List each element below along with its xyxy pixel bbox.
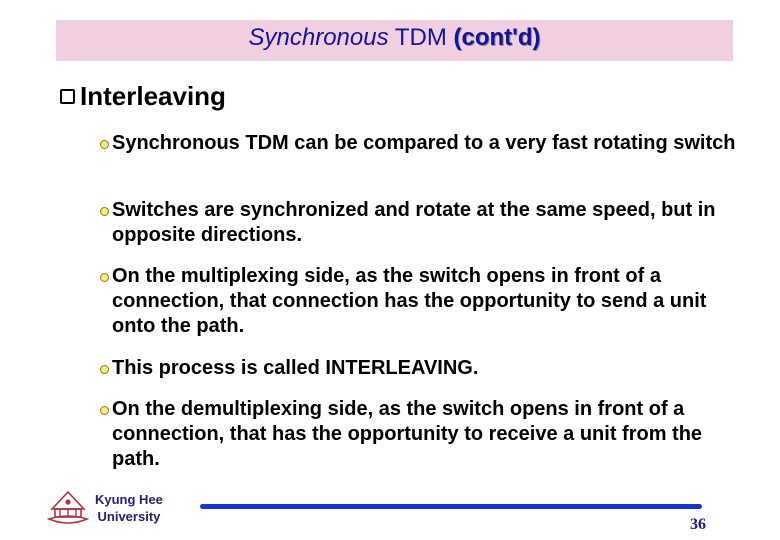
list-item (112, 198, 752, 248)
yellow-dot-icon (100, 406, 109, 415)
bullet-text: On the demultiplexing side, as the switch opens in front of a connection, that has the opportunity to receive a unit from the path. (112, 398, 703, 470)
university-line-2: University (97, 509, 161, 524)
university-name (95, 491, 163, 525)
slide-title (56, 24, 733, 52)
list-item (112, 131, 752, 156)
bullet-text: This process is called INTERLEAVING. (112, 357, 479, 379)
bullet-text: On the multiplexing side, as the switch opens in front of a connection, that connection has the opportunity to send a unit onto the path. (112, 265, 707, 337)
university-line-1: Kyung Hee (95, 492, 163, 507)
page-number: 36 (690, 516, 706, 533)
footer-divider (200, 504, 702, 509)
yellow-dot-icon (100, 140, 109, 149)
yellow-dot-icon (100, 365, 109, 374)
title-part-3: (cont'd) (453, 24, 541, 51)
list-item (112, 264, 752, 339)
title-part-2: TDM (394, 24, 447, 51)
title-part-1: Synchronous (248, 24, 389, 51)
yellow-dot-icon (100, 273, 109, 282)
section-heading (60, 81, 226, 112)
hollow-square-icon (60, 89, 75, 104)
heading-label: Interleaving (80, 81, 226, 111)
list-item (112, 356, 752, 381)
bullet-text: Switches are synchronized and rotate at the same speed, but in opposite directions. (112, 199, 716, 246)
bullet-text: Synchronous TDM can be compared to a very fast rotating switch (112, 132, 736, 154)
university-logo-icon (46, 489, 90, 527)
yellow-dot-icon (100, 207, 109, 216)
list-item (112, 397, 752, 472)
